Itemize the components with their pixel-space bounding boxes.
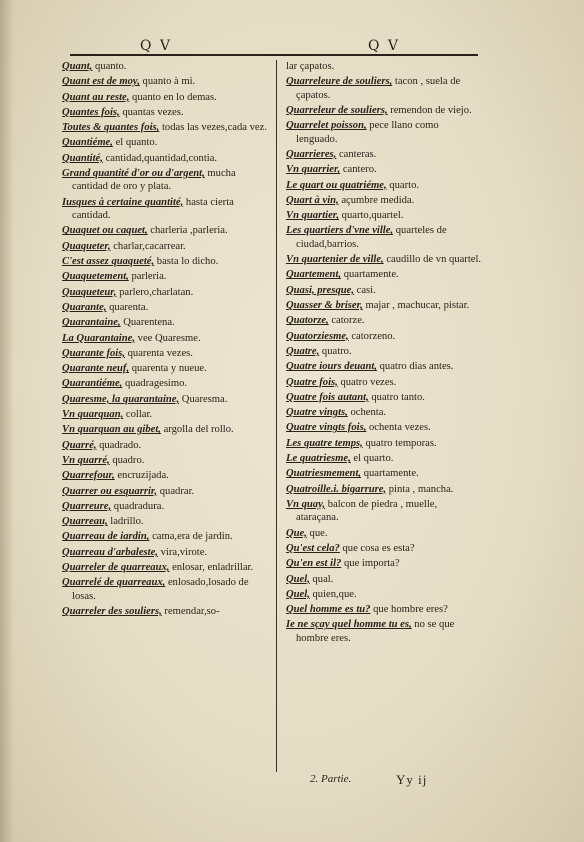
entry-headword: Qu'en est il? <box>286 558 342 570</box>
entry-definition: quarenta. <box>106 301 149 313</box>
entry-definition: ochenta. <box>347 407 387 419</box>
dictionary-entry <box>286 330 482 343</box>
entry-headword: Quant, <box>62 61 93 72</box>
entry-definition: que importa? <box>341 558 400 570</box>
entry-headword: Quaresme, la quarantaine, <box>62 393 180 405</box>
dictionary-entry <box>62 469 268 482</box>
entry-definition: argolla del rollo. <box>160 424 234 436</box>
entry-headword: Quarante fois, <box>62 347 125 359</box>
entry-definition: quantas vezes. <box>119 106 184 118</box>
dictionary-entry <box>286 542 482 555</box>
entry-definition: charleria ,parleria. <box>147 225 228 237</box>
dictionary-entry <box>62 240 268 253</box>
entry-headword: Quarreure, <box>62 500 112 512</box>
entry-definition: quien,que. <box>309 588 357 600</box>
entry-definition: quatro. <box>319 345 352 357</box>
entry-headword: Quatre, <box>286 345 320 357</box>
entry-headword: Quarreleur de souliers, <box>286 105 388 116</box>
entry-headword: Quarré, <box>62 439 97 451</box>
dictionary-entry <box>62 393 268 406</box>
dictionary-entry <box>286 148 482 161</box>
entry-headword: Quarreler de quarreaux, <box>62 562 170 574</box>
entry-headword: Quarrer ou esquarrir, <box>62 485 158 497</box>
entry-headword: Quatre vingts fois, <box>286 422 367 434</box>
dictionary-entry <box>286 360 482 373</box>
entry-definition: el quarto. <box>350 453 394 465</box>
entry-definition: quarenta vezes. <box>124 347 193 359</box>
entry-headword: Quatre fois, <box>286 376 338 388</box>
entry-definition: quartamente. <box>361 468 419 480</box>
entry-definition: cantidad,quantidad,contia. <box>102 152 218 164</box>
running-header <box>0 38 584 52</box>
entry-headword: Iusques à certaine quantité, <box>62 196 184 208</box>
entry-headword: Quatorze, <box>286 315 329 327</box>
entry-definition: casi. <box>354 284 376 296</box>
entry-definition: lar çapatos. <box>286 61 335 72</box>
entry-definition: vee Quaresme. <box>135 332 201 344</box>
entry-definition: catorzeno. <box>348 330 396 342</box>
entry-headword: Quaquet ou caquet, <box>62 225 148 237</box>
entry-definition: ladrillo. <box>107 516 144 528</box>
entry-definition: que. <box>306 527 328 539</box>
dictionary-entry <box>62 91 268 104</box>
dictionary-entry <box>62 136 268 149</box>
entry-definition: collar. <box>123 409 153 421</box>
dictionary-entry <box>62 408 268 421</box>
right-column <box>286 60 482 647</box>
entry-headword: Quel, <box>286 573 310 585</box>
entry-definition: remendar,so- <box>161 606 220 618</box>
entry-headword: Quatriesmement, <box>286 468 362 480</box>
dictionary-entry <box>62 485 268 498</box>
entry-headword: Quarreleure de souliers, <box>286 76 393 88</box>
dictionary-entry <box>286 194 482 207</box>
page-gutter-shadow <box>0 0 14 842</box>
entry-headword: Quaqueter, <box>62 240 111 252</box>
entry-headword: Quatre vingts, <box>286 407 348 419</box>
dictionary-entry <box>286 527 482 540</box>
dictionary-entry <box>286 421 482 434</box>
header-rule <box>70 54 478 56</box>
dictionary-entry <box>286 467 482 480</box>
entry-headword: La Quarantaine, <box>62 332 135 344</box>
entry-definition: charlar,cacarrear. <box>110 240 186 252</box>
entry-headword: Le quatriesme, <box>286 453 351 465</box>
entry-definition: quarteles de ciudad,barrios. <box>296 225 447 250</box>
entry-headword: Quaquetement, <box>62 271 129 283</box>
entry-headword: Quarantiéme, <box>62 378 123 390</box>
dictionary-entry <box>286 299 482 312</box>
entry-definition: quarto. <box>386 179 420 191</box>
entry-definition: remendon de viejo. <box>387 105 472 116</box>
entry-definition: que cosa es esta? <box>339 542 415 554</box>
entry-headword: Que, <box>286 527 307 539</box>
dictionary-entry <box>286 483 482 496</box>
entry-headword: Quarrieres, <box>286 149 337 160</box>
entry-definition: tacon , suela de çapatos. <box>296 76 461 101</box>
dictionary-entry <box>62 270 268 283</box>
dictionary-entry <box>286 163 482 176</box>
entry-definition: cantero. <box>340 164 377 176</box>
dictionary-entry <box>62 515 268 528</box>
dictionary-entry <box>286 314 482 327</box>
entry-headword: Quarrelet poisson, <box>286 120 367 132</box>
entry-definition: quartamente. <box>341 269 399 281</box>
dictionary-entry <box>286 498 482 525</box>
entry-headword: Les quatre temps, <box>286 437 363 449</box>
entry-headword: Vn quarré, <box>62 454 110 466</box>
entry-headword: Quarreau, <box>62 516 108 528</box>
dictionary-entry <box>62 255 268 268</box>
page-footer <box>300 773 480 789</box>
entry-definition: vira,virote. <box>157 546 208 558</box>
entry-definition: encruzijada. <box>114 470 169 482</box>
entry-definition: quatro vezes. <box>337 376 397 388</box>
entry-headword: Quatre iours deuant, <box>286 361 377 373</box>
entry-headword: Vn quartenier de ville, <box>286 254 384 266</box>
entry-headword: Vn quarquan, <box>62 409 124 421</box>
column-divider <box>276 60 277 772</box>
entry-headword: Ie ne sçay quel homme tu es, <box>286 619 412 631</box>
dictionary-entry <box>286 557 482 570</box>
entry-definition: enlosar, enladrillar. <box>169 562 254 574</box>
entry-headword: Quart à vin, <box>286 194 339 206</box>
entry-headword: Vn quartier, <box>286 210 339 222</box>
signature-mark: 2. Partie. <box>310 773 352 785</box>
entry-headword: C'est assez quaqueté, <box>62 256 155 268</box>
dictionary-entry <box>62 167 268 194</box>
entry-definition: quatro dias antes. <box>376 361 454 373</box>
entry-definition: pece llano como lenguado. <box>296 120 439 145</box>
entry-headword: Quant au reste, <box>62 91 130 103</box>
dictionary-entry <box>286 284 482 297</box>
entry-headword: Vn quarrier, <box>286 164 341 176</box>
entry-headword: Quarreau d'arbaleste, <box>62 546 158 558</box>
entry-headword: Quarrelé de quarreaux, <box>62 577 166 589</box>
dictionary-entry <box>62 362 268 375</box>
dictionary-entry <box>62 377 268 390</box>
entry-definition: quadragesimo. <box>122 378 188 390</box>
entry-definition: caudillo de vn quartel. <box>383 254 482 266</box>
entry-definition: catorze. <box>328 315 365 327</box>
entry-headword: Quel homme es tu? <box>286 604 371 616</box>
dictionary-entry <box>62 454 268 467</box>
entry-headword: Toutes & quantes fois, <box>62 122 160 134</box>
entry-definition: quarto,quartel. <box>339 210 404 222</box>
dictionary-entry <box>62 301 268 314</box>
dictionary-entry <box>286 209 482 222</box>
entry-definition: quatro temporas. <box>362 437 437 449</box>
entry-definition: qual. <box>309 573 334 585</box>
dictionary-entry <box>286 224 482 251</box>
dictionary-entry <box>62 286 268 299</box>
entry-definition: quanto en lo demas. <box>129 91 217 103</box>
dictionary-entry <box>62 332 268 345</box>
entry-definition: quadrar. <box>157 485 195 497</box>
header-right: Q V <box>368 38 401 54</box>
dictionary-entry <box>62 530 268 543</box>
dictionary-entry <box>62 439 268 452</box>
dictionary-entry <box>286 588 482 601</box>
dictionary-entry <box>286 345 482 358</box>
entry-headword: Quarrefour, <box>62 470 115 482</box>
entry-definition: quanto. <box>92 61 127 72</box>
dictionary-entry <box>62 106 268 119</box>
entry-headword: Quasi, presque, <box>286 284 354 296</box>
dictionary-entry <box>62 605 268 618</box>
entry-definition: basta lo dicho. <box>154 256 219 268</box>
entry-definition: enlosado,losado de losas. <box>72 577 249 602</box>
entry-definition: majar , machucar, pistar. <box>362 300 470 312</box>
entry-definition: quarenta y nueue. <box>129 363 207 375</box>
entry-definition: parleria. <box>128 271 167 283</box>
entry-definition: canteras. <box>336 149 377 160</box>
dictionary-entry <box>286 437 482 450</box>
dictionary-entry <box>286 119 482 146</box>
dictionary-entry <box>286 391 482 404</box>
entry-headword: Vn quay, <box>286 498 326 510</box>
entry-headword: Quel, <box>286 588 310 600</box>
dictionary-entry <box>62 576 268 603</box>
catchword: Yy ij <box>396 772 428 787</box>
entry-headword: Quantité, <box>62 152 103 164</box>
entry-headword: Quatorziesme, <box>286 330 349 342</box>
entry-definition: mucha cantidad de oro y plata. <box>72 168 236 193</box>
dictionary-entry <box>286 253 482 266</box>
dictionary-entry <box>62 60 268 73</box>
entry-headword: Quatroille.i. bigarrure, <box>286 483 387 495</box>
entry-headword: Les quartiers d'vne ville, <box>286 225 394 237</box>
dictionary-entry <box>286 376 482 389</box>
entry-headword: Quatre fois autant, <box>286 391 369 403</box>
dictionary-entry <box>62 500 268 513</box>
entry-headword: Quantiéme, <box>62 137 113 149</box>
entry-definition: açumbre medida. <box>338 194 415 206</box>
header-left: Q V <box>140 38 173 54</box>
dictionary-entry <box>62 196 268 223</box>
entry-headword: Quasser & briser, <box>286 300 363 312</box>
dictionary-entry <box>62 347 268 360</box>
entry-definition: hasta cierta cantidad. <box>72 196 234 222</box>
entry-definition: quadro. <box>109 454 145 466</box>
dictionary-entry <box>286 75 482 102</box>
dictionary-entry <box>286 179 482 192</box>
dictionary-entry <box>62 423 268 436</box>
entry-headword: Le quart ou quatriéme, <box>286 179 387 191</box>
entry-definition: quadrado. <box>96 439 142 451</box>
dictionary-entry <box>286 406 482 419</box>
entry-headword: Quaqueteur, <box>62 286 117 298</box>
entry-definition: ochenta vezes. <box>366 422 431 434</box>
entry-definition: quatro tanto. <box>368 391 425 403</box>
entry-headword: Quarreau de iardin, <box>62 531 150 543</box>
dictionary-entry <box>286 60 482 73</box>
entry-headword: Grand quantité d'or ou d'argent, <box>62 168 205 180</box>
entry-headword: Quarantaine, <box>62 317 121 329</box>
entry-definition: todas las vezes,cada vez. <box>159 122 267 134</box>
dictionary-entry <box>286 104 482 117</box>
dictionary-entry <box>62 121 268 134</box>
entry-definition: quanto à mi. <box>139 76 196 88</box>
dictionary-entry <box>62 224 268 237</box>
entry-definition: cama,era de jardin. <box>149 531 233 543</box>
dictionary-entry <box>286 618 482 645</box>
dictionary-entry <box>62 152 268 165</box>
entry-headword: Quant est de moy, <box>62 76 140 88</box>
entry-headword: Vn quarquan au gibet, <box>62 424 161 436</box>
entry-definition: Quarentena. <box>120 317 175 329</box>
entry-headword: Quarante neuf, <box>62 363 130 375</box>
entry-definition: pinta , mancha. <box>386 483 454 495</box>
dictionary-entry <box>286 268 482 281</box>
dictionary-entry <box>286 452 482 465</box>
entry-headword: Quantes fois, <box>62 106 120 118</box>
entry-headword: Quarante, <box>62 301 107 313</box>
dictionary-entry <box>286 603 482 616</box>
entry-headword: Quarreler des souliers, <box>62 606 162 618</box>
entry-definition: parlero,charlatan. <box>116 286 194 298</box>
entry-headword: Quartement, <box>286 269 342 281</box>
dictionary-entry <box>62 561 268 574</box>
entry-definition: no se que hombre eres. <box>296 619 455 644</box>
entry-definition: Quaresma. <box>179 393 228 405</box>
dictionary-entry <box>62 316 268 329</box>
dictionary-entry <box>62 546 268 559</box>
entry-headword: Qu'est cela? <box>286 542 340 554</box>
entry-definition: el quanto. <box>112 137 158 149</box>
entry-definition: que hombre eres? <box>370 604 448 616</box>
dictionary-entry <box>286 573 482 586</box>
entry-definition: quadradura. <box>111 500 165 512</box>
entry-definition: balcon de piedra , muelle, ataraçana. <box>296 498 438 524</box>
dictionary-entry <box>62 75 268 88</box>
left-column <box>62 60 268 620</box>
